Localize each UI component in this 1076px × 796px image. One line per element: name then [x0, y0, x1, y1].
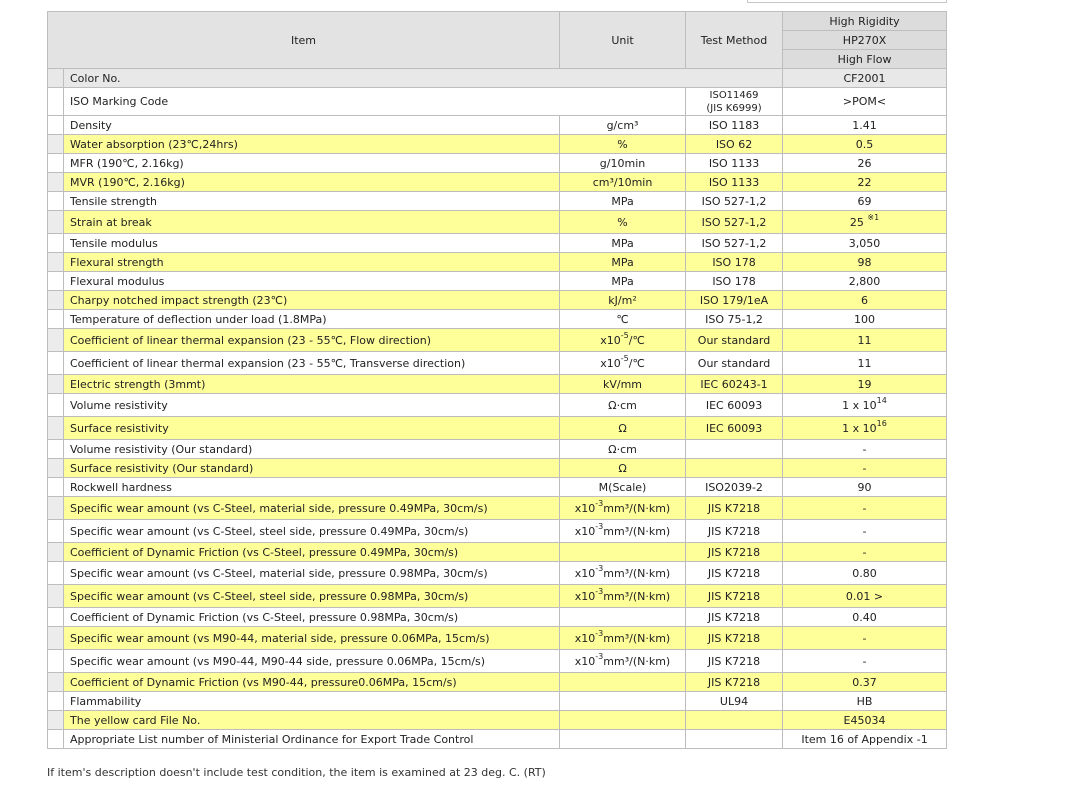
header-grade-name: HP270X [783, 31, 947, 50]
row-stub [48, 291, 64, 310]
row-value [783, 394, 947, 417]
unit-base: x10 [574, 631, 596, 645]
value-exponent: 16 [876, 418, 887, 428]
property-table [47, 11, 947, 749]
row-item: Specific wear amount (vs C-Steel, steel side, pressure 0.49MPa, 30cm/s) [64, 520, 560, 543]
row-unit: Ω [560, 417, 686, 440]
row-value: 3,050 [783, 234, 947, 253]
row-method: ISO 62 [686, 135, 783, 154]
row-unit: Ω·cm [560, 394, 686, 417]
row-value: 100 [783, 310, 947, 329]
row-method [686, 711, 783, 730]
row-method: ISO2039-2 [686, 478, 783, 497]
row-item: Tensile modulus [64, 234, 560, 253]
table-row [48, 440, 947, 459]
unit-exponent: -3 [595, 586, 604, 596]
row-method [686, 730, 783, 749]
row-item: Surface resistivity (Our standard) [64, 459, 560, 478]
table-row [48, 192, 947, 211]
row-unit [560, 711, 686, 730]
row-stub [48, 585, 64, 608]
row-value [783, 417, 947, 440]
row-method: JIS K7218 [686, 543, 783, 562]
table-row [48, 497, 947, 520]
row-value: 69 [783, 192, 947, 211]
row-unit: Ω [560, 459, 686, 478]
row-item: Appropriate List number of Ministerial Ordinance for Export Trade Control [64, 730, 560, 749]
table-row [48, 627, 947, 650]
row-method: ISO 1133 [686, 154, 783, 173]
row-unit [560, 673, 686, 692]
row-item: Electric strength (3mmt) [64, 375, 560, 394]
row-stub [48, 192, 64, 211]
row-value: 22 [783, 173, 947, 192]
row-value: 6 [783, 291, 947, 310]
header-grade-rigidity: High Rigidity [783, 12, 947, 31]
row-value: 0.5 [783, 135, 947, 154]
row-unit [560, 329, 686, 352]
table-row [48, 459, 947, 478]
row-item: Charpy notched impact strength (23℃) [64, 291, 560, 310]
row-value: 11 [783, 352, 947, 375]
row-item: MVR (190℃, 2.16kg) [64, 173, 560, 192]
iso-marking-row [48, 88, 947, 116]
row-stub [48, 116, 64, 135]
row-method [686, 459, 783, 478]
unit-base: x10 [600, 333, 621, 347]
value-base: 1 x 10 [842, 398, 877, 412]
row-item: Tensile strength [64, 192, 560, 211]
row-stub [48, 253, 64, 272]
table-row [48, 375, 947, 394]
unit-suffix: mm³/(N·km) [603, 654, 671, 668]
row-item: Specific wear amount (vs M90-44, material side, pressure 0.06MPa, 15cm/s) [64, 627, 560, 650]
row-stub [48, 272, 64, 291]
row-method: Our standard [686, 329, 783, 352]
row-stub [48, 173, 64, 192]
table-row [48, 417, 947, 440]
row-unit [560, 352, 686, 375]
row-method: ISO 1133 [686, 173, 783, 192]
row-stub [48, 234, 64, 253]
row-stub [48, 543, 64, 562]
row-unit: kJ/m² [560, 291, 686, 310]
color-value: CF2001 [783, 69, 947, 88]
row-stub [48, 69, 64, 88]
row-value [783, 211, 947, 234]
table-row [48, 154, 947, 173]
row-stub [48, 88, 64, 116]
row-item: Water absorption (23℃,24hrs) [64, 135, 560, 154]
row-method: JIS K7218 [686, 585, 783, 608]
row-item: MFR (190℃, 2.16kg) [64, 154, 560, 173]
row-stub [48, 352, 64, 375]
row-item: Flexural modulus [64, 272, 560, 291]
row-unit: % [560, 211, 686, 234]
row-value: 26 [783, 154, 947, 173]
row-stub [48, 650, 64, 673]
row-unit: MPa [560, 272, 686, 291]
unit-base: x10 [600, 356, 621, 370]
row-unit: cm³/10min [560, 173, 686, 192]
iso-method-line2: (JIS K6999) [706, 102, 762, 114]
row-unit [560, 730, 686, 749]
row-value: - [783, 627, 947, 650]
row-method: JIS K7218 [686, 673, 783, 692]
row-item: Specific wear amount (vs C-Steel, material side, pressure 0.49MPa, 30cm/s) [64, 497, 560, 520]
row-stub [48, 394, 64, 417]
unit-suffix: mm³/(N·km) [603, 631, 671, 645]
row-method: ISO 527-1,2 [686, 234, 783, 253]
row-method: ISO 527-1,2 [686, 211, 783, 234]
table-row [48, 730, 947, 749]
row-value: 0.40 [783, 608, 947, 627]
row-item: Surface resistivity [64, 417, 560, 440]
value-base: 1 x 10 [842, 421, 877, 435]
unit-base: x10 [574, 654, 596, 668]
row-item: Coefficient of Dynamic Friction (vs M90-44, pressure0.06MPa, 15cm/s) [64, 673, 560, 692]
row-unit: kV/mm [560, 375, 686, 394]
row-item: Temperature of deflection under load (1.8MPa) [64, 310, 560, 329]
table-row [48, 543, 947, 562]
row-unit: Ω·cm [560, 440, 686, 459]
table-row [48, 211, 947, 234]
row-unit: % [560, 135, 686, 154]
table-row [48, 352, 947, 375]
row-item: Flammability [64, 692, 560, 711]
iso-marking-value: >POM< [783, 88, 947, 116]
row-value: 0.37 [783, 673, 947, 692]
row-value: 98 [783, 253, 947, 272]
row-method: JIS K7218 [686, 520, 783, 543]
row-stub [48, 440, 64, 459]
row-unit [560, 497, 686, 520]
row-stub [48, 562, 64, 585]
header-item: Item [48, 12, 560, 69]
unit-exponent: -3 [595, 498, 604, 508]
iso-marking-label: ISO Marking Code [64, 88, 686, 116]
row-stub [48, 417, 64, 440]
row-method: ISO 527-1,2 [686, 192, 783, 211]
row-value: - [783, 520, 947, 543]
row-method: Our standard [686, 352, 783, 375]
row-item: Specific wear amount (vs C-Steel, material side, pressure 0.98MPa, 30cm/s) [64, 562, 560, 585]
row-value: - [783, 497, 947, 520]
color-row [48, 69, 947, 88]
table-row [48, 585, 947, 608]
unit-base: x10 [574, 524, 596, 538]
unit-exponent: -3 [595, 651, 604, 661]
row-item: Coefficient of linear thermal expansion (23 - 55℃, Flow direction) [64, 329, 560, 352]
row-value: 19 [783, 375, 947, 394]
row-method: IEC 60093 [686, 394, 783, 417]
table-row [48, 253, 947, 272]
row-stub [48, 673, 64, 692]
row-value: 90 [783, 478, 947, 497]
footnote: If item's description doesn't include test condition, the item is examined at 23 deg. C. (RT) [47, 766, 546, 779]
row-value: 0.80 [783, 562, 947, 585]
header-grade-flow: High Flow [783, 50, 947, 69]
row-value: Item 16 of Appendix -1 [783, 730, 947, 749]
color-label: Color No. [64, 69, 783, 88]
row-item: Flexural strength [64, 253, 560, 272]
row-item: Rockwell hardness [64, 478, 560, 497]
row-method: JIS K7218 [686, 650, 783, 673]
row-stub [48, 627, 64, 650]
header-unit: Unit [560, 12, 686, 69]
row-stub [48, 520, 64, 543]
row-stub [48, 692, 64, 711]
table-row [48, 135, 947, 154]
unit-suffix: mm³/(N·km) [603, 501, 671, 515]
row-item: Density [64, 116, 560, 135]
row-stub [48, 154, 64, 173]
row-stub [48, 730, 64, 749]
header-row [48, 12, 947, 31]
table-row [48, 310, 947, 329]
row-method: ISO 179/1eA [686, 291, 783, 310]
row-item: Coefficient of Dynamic Friction (vs C-Steel, pressure 0.49MPa, 30cm/s) [64, 543, 560, 562]
row-value: 1.41 [783, 116, 947, 135]
header-test-method: Test Method [686, 12, 783, 69]
iso-marking-method [686, 88, 783, 116]
row-unit [560, 520, 686, 543]
row-stub [48, 608, 64, 627]
row-value: 0.01 > [783, 585, 947, 608]
row-unit: ℃ [560, 310, 686, 329]
row-stub [48, 711, 64, 730]
table-row [48, 329, 947, 352]
row-value: - [783, 543, 947, 562]
row-method: JIS K7218 [686, 562, 783, 585]
row-stub [48, 329, 64, 352]
row-method: UL94 [686, 692, 783, 711]
table-row [48, 673, 947, 692]
row-stub [48, 310, 64, 329]
unit-suffix: /℃ [628, 356, 645, 370]
row-value: 2,800 [783, 272, 947, 291]
row-item: Volume resistivity (Our standard) [64, 440, 560, 459]
table-row [48, 116, 947, 135]
row-unit [560, 650, 686, 673]
unit-exponent: -5 [620, 330, 629, 340]
table-row [48, 478, 947, 497]
unit-suffix: mm³/(N·km) [603, 566, 671, 580]
row-method [686, 440, 783, 459]
unit-base: x10 [574, 566, 596, 580]
row-value: 11 [783, 329, 947, 352]
row-item: Coefficient of linear thermal expansion (23 - 55℃, Transverse direction) [64, 352, 560, 375]
row-unit: M(Scale) [560, 478, 686, 497]
row-value: - [783, 650, 947, 673]
row-method: IEC 60093 [686, 417, 783, 440]
row-method: ISO 75-1,2 [686, 310, 783, 329]
row-stub [48, 135, 64, 154]
table-row [48, 608, 947, 627]
unit-suffix: mm³/(N·km) [603, 589, 671, 603]
table-row [48, 394, 947, 417]
row-stub [48, 459, 64, 478]
table-row [48, 272, 947, 291]
row-method: ISO 1183 [686, 116, 783, 135]
iso-method-line1: ISO11469 [709, 89, 759, 101]
row-unit: g/cm³ [560, 116, 686, 135]
row-method: IEC 60243-1 [686, 375, 783, 394]
unit-exponent: -3 [595, 628, 604, 638]
table-row [48, 711, 947, 730]
row-unit [560, 608, 686, 627]
row-item: Strain at break [64, 211, 560, 234]
row-unit [560, 627, 686, 650]
table-row [48, 562, 947, 585]
row-stub [48, 375, 64, 394]
row-stub [48, 478, 64, 497]
row-stub [48, 211, 64, 234]
row-method: ISO 178 [686, 272, 783, 291]
row-unit [560, 562, 686, 585]
row-item: Coefficient of Dynamic Friction (vs C-Steel, pressure 0.98MPa, 30cm/s) [64, 608, 560, 627]
row-item: Volume resistivity [64, 394, 560, 417]
row-unit [560, 585, 686, 608]
table-row [48, 650, 947, 673]
value-note: ※1 [867, 212, 880, 222]
row-value: E45034 [783, 711, 947, 730]
top-box-edge [747, 0, 947, 3]
row-method: JIS K7218 [686, 627, 783, 650]
row-unit: MPa [560, 192, 686, 211]
row-value: - [783, 440, 947, 459]
value-number: 25 [849, 215, 864, 229]
table-row [48, 692, 947, 711]
row-unit [560, 543, 686, 562]
table-row [48, 520, 947, 543]
row-unit: g/10min [560, 154, 686, 173]
table-row [48, 173, 947, 192]
row-value: HB [783, 692, 947, 711]
unit-suffix: /℃ [628, 333, 645, 347]
row-method: JIS K7218 [686, 608, 783, 627]
row-item: Specific wear amount (vs M90-44, M90-44 side, pressure 0.06MPa, 15cm/s) [64, 650, 560, 673]
table-row [48, 234, 947, 253]
row-unit: MPa [560, 253, 686, 272]
table-row [48, 291, 947, 310]
unit-exponent: -3 [595, 563, 604, 573]
value-exponent: 14 [876, 395, 887, 405]
unit-base: x10 [574, 589, 596, 603]
row-item: Specific wear amount (vs C-Steel, steel side, pressure 0.98MPa, 30cm/s) [64, 585, 560, 608]
row-unit [560, 692, 686, 711]
row-unit: MPa [560, 234, 686, 253]
row-method: ISO 178 [686, 253, 783, 272]
row-method: JIS K7218 [686, 497, 783, 520]
unit-suffix: mm³/(N·km) [603, 524, 671, 538]
unit-exponent: -5 [620, 353, 629, 363]
row-item: The yellow card File No. [64, 711, 560, 730]
row-value: - [783, 459, 947, 478]
unit-exponent: -3 [595, 521, 604, 531]
unit-base: x10 [574, 501, 596, 515]
row-stub [48, 497, 64, 520]
